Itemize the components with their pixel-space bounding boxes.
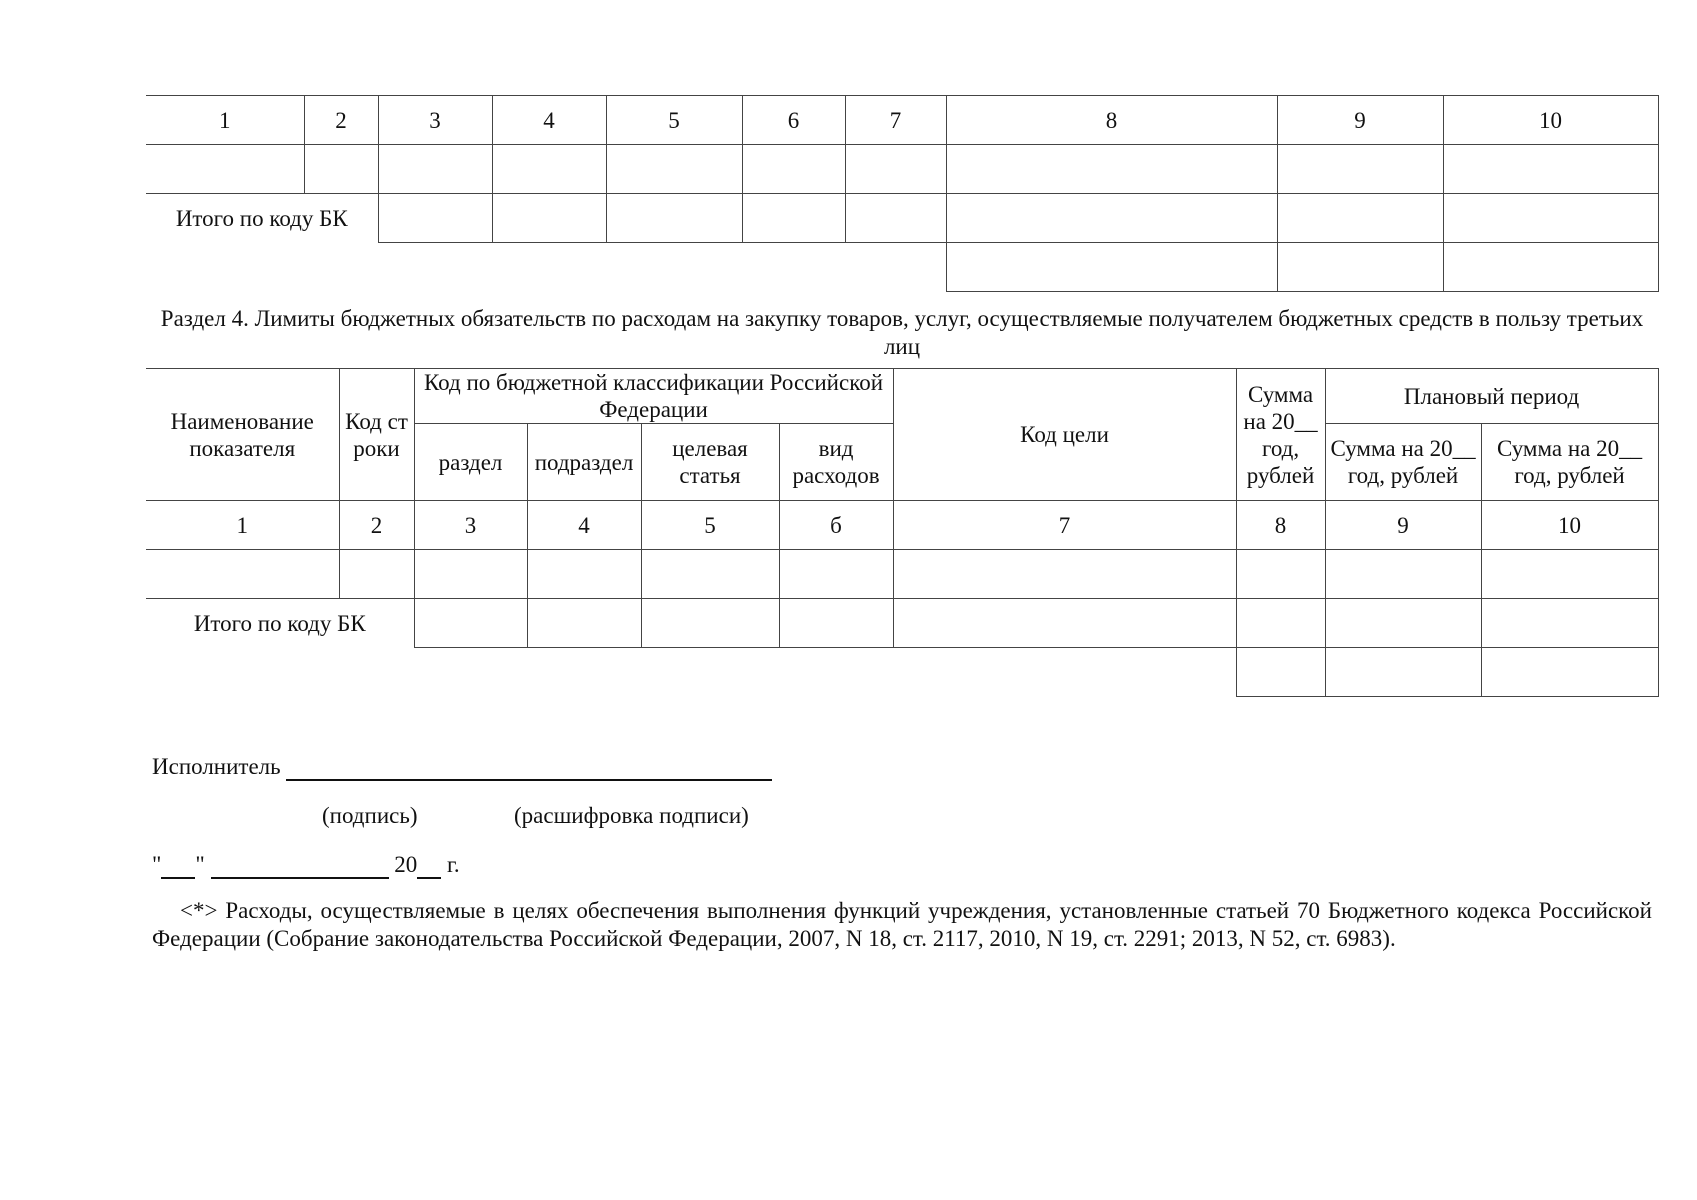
col-number-10: 10 [1443, 96, 1658, 145]
table-cell [742, 145, 845, 194]
table-cell [893, 599, 1236, 648]
table-cell [527, 550, 641, 599]
month-field[interactable] [211, 853, 389, 879]
table-cell [1277, 243, 1443, 292]
header-razdel: раздел [414, 424, 527, 501]
extra-row [146, 243, 1658, 292]
table-cell [946, 243, 1277, 292]
table-cell [946, 145, 1277, 194]
table-cell [1236, 599, 1325, 648]
col-number-9: 9 [1325, 501, 1481, 550]
year-field[interactable] [417, 853, 441, 879]
table-row [146, 550, 1658, 599]
table-cell [779, 599, 893, 648]
col-number-7: 7 [845, 96, 946, 145]
table-cell [641, 599, 779, 648]
header-name: Наименование показателя [146, 369, 339, 501]
table-cell [146, 145, 304, 194]
header-line-code: Код строки [339, 369, 414, 501]
table-cell [606, 194, 742, 243]
table-cell [414, 550, 527, 599]
table-cell [1236, 550, 1325, 599]
table-cell [492, 145, 606, 194]
header-target-article: целевая статья [641, 424, 779, 501]
table-cell [641, 550, 779, 599]
sign-caption: (подпись) [322, 803, 418, 828]
header-sum-plan-2: Сумма на 20__ год, рублей [1481, 424, 1658, 501]
col-number-5: 5 [641, 501, 779, 550]
table-cell [378, 194, 492, 243]
table-cell [1481, 648, 1658, 697]
table-cell [1277, 194, 1443, 243]
col-number-7: 7 [893, 501, 1236, 550]
table-cell [946, 194, 1277, 243]
col-number-10: 10 [1481, 501, 1658, 550]
col-number-8: 8 [1236, 501, 1325, 550]
table-cell [845, 145, 946, 194]
extra-row [146, 648, 1658, 697]
col-number-2: 2 [339, 501, 414, 550]
header-row-1 [146, 369, 1658, 424]
header-target-code: Код цели [893, 369, 1236, 501]
col-number-6: 6 [742, 96, 845, 145]
table-cell [492, 194, 606, 243]
continuation-table [146, 95, 1659, 292]
table-cell [742, 194, 845, 243]
col-number-5: 5 [606, 96, 742, 145]
executor-line [152, 753, 772, 781]
header-budget-classification: Код по бюджетной классификации Российской Федерации [414, 369, 893, 424]
table-cell [1325, 648, 1481, 697]
table-cell [414, 599, 527, 648]
table-cell [1443, 145, 1658, 194]
table-cell [606, 145, 742, 194]
col-number-1: 1 [146, 501, 339, 550]
col-number-4: 4 [527, 501, 641, 550]
table-cell [845, 194, 946, 243]
table-cell [304, 145, 378, 194]
table-cell [1481, 599, 1658, 648]
header-planning-period: Плановый период [1325, 369, 1658, 424]
header-sum-plan-1: Сумма на 20__ год, рублей [1325, 424, 1481, 501]
executor-signature-field[interactable] [286, 753, 772, 781]
table-cell [1277, 145, 1443, 194]
table-cell [527, 599, 641, 648]
table-cell [1325, 550, 1481, 599]
table-cell [146, 550, 339, 599]
number-row [146, 501, 1658, 550]
header-sum: Сумма на 20__ год, рублей [1236, 369, 1325, 501]
decode-caption: (расшифровка подписи) [514, 803, 749, 828]
col-number-1: 1 [146, 96, 304, 145]
date-line: " " 20 г. [152, 852, 460, 877]
executor-label: Исполнитель [152, 754, 281, 779]
table-row [146, 145, 1658, 194]
col-number-8: 8 [946, 96, 1277, 145]
total-label: Итого по коду БК [146, 194, 378, 243]
table-cell [779, 550, 893, 599]
footnote: <*> Расходы, осуществляемые в целях обеспечения выполнения функций учреждения, установленные статьей 70 Бюджетного кодекса Российской Федерации (Собрание законодательства Российской Федерации, 2007, N 18, ст. 2117, 2010, N 19, ст. 2291; 2013, N 52, ст. 6983). [152, 898, 1652, 951]
header-podrazdel: подраздел [527, 424, 641, 501]
table-cell [893, 550, 1236, 599]
day-field[interactable] [161, 853, 195, 879]
col-number-2: 2 [304, 96, 378, 145]
table-cell [339, 550, 414, 599]
total-row [146, 599, 1658, 648]
col-number-9: 9 [1277, 96, 1443, 145]
header-number-row [146, 96, 1658, 145]
header-expense-type: вид расходов [779, 424, 893, 501]
table-cell [1236, 648, 1325, 697]
table-cell [378, 145, 492, 194]
col-number-4: 4 [492, 96, 606, 145]
table-cell [1443, 243, 1658, 292]
table-cell [1443, 194, 1658, 243]
table-cell [1481, 550, 1658, 599]
col-number-3: 3 [414, 501, 527, 550]
total-row [146, 194, 1658, 243]
section-4-table [146, 368, 1659, 697]
total-label: Итого по коду БК [146, 599, 414, 648]
col-number-6: б [779, 501, 893, 550]
col-number-3: 3 [378, 96, 492, 145]
table-cell [1325, 599, 1481, 648]
section-4-title: Раздел 4. Лимиты бюджетных обязательств по расходам на закупку товаров, услуг, осуществляемые получателем бюджетных средств в пользу третьих лиц [160, 306, 1644, 359]
